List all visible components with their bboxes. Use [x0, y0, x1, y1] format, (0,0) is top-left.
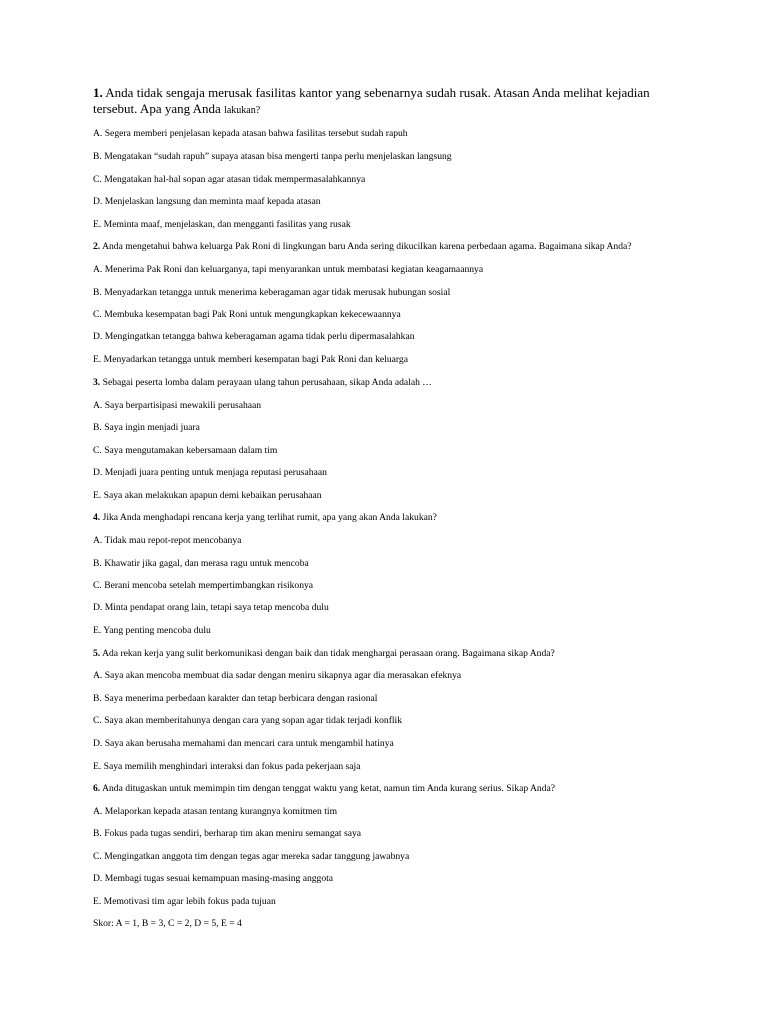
score-key: Skor: A = 1, B = 3, C = 2, D = 5, E = 4: [93, 918, 242, 929]
option-4d: D. Minta pendapat orang lain, tetapi saya tetap mencoba dulu: [93, 602, 329, 613]
question-body: Anda tidak sengaja merusak fasilitas kantor yang sebenarnya sudah rusak. Atasan Anda melihat kejadian tersebut. Apa yang Anda: [93, 85, 650, 116]
question-number: 6.: [93, 783, 101, 794]
question-4-text: [93, 512, 437, 524]
question-5-text: [93, 648, 555, 660]
question-number: 1.: [93, 85, 103, 100]
question-body: Anda ditugaskan untuk memimpin tim dengan tenggat waktu yang ketat, namun tim Anda kurang serius. Sikap Anda?: [102, 783, 556, 794]
question-2-text: [93, 241, 632, 253]
option-2c: C. Membuka kesempatan bagi Pak Roni untuk mengungkapkan kekecewaannya: [93, 309, 401, 320]
option-1e: E. Meminta maaf, menjelaskan, dan mengganti fasilitas yang rusak: [93, 219, 351, 230]
option-3c: C. Saya mengutamakan kebersamaan dalam tim: [93, 445, 278, 456]
option-2a: A. Menerima Pak Roni dan keluarganya, tapi menyarankan untuk membatasi kegiatan keagamaannya: [93, 264, 484, 275]
option-1d: D. Menjelaskan langsung dan meminta maaf kepada atasan: [93, 196, 321, 207]
option-6c: C. Mengingatkan anggota tim dengan tegas agar mereka sadar tanggung jawabnya: [93, 851, 410, 862]
option-1a: A. Segera memberi penjelasan kepada atasan bahwa fasilitas tersebut sudah rapuh: [93, 128, 408, 139]
question-number: 2.: [93, 241, 101, 252]
question-number: 3.: [93, 377, 101, 388]
option-2e: E. Menyadarkan tetangga untuk memberi kesempatan bagi Pak Roni dan keluarga: [93, 354, 408, 365]
option-3e: E. Saya akan melakukan apapun demi kebaikan perusahaan: [93, 490, 322, 501]
option-4c: C. Berani mencoba setelah mempertimbangkan risikonya: [93, 580, 314, 591]
option-2d: D. Mengingatkan tetangga bahwa keberagaman agama tidak perlu dipermasalahkan: [93, 331, 415, 342]
question-body: Anda mengetahui bahwa keluarga Pak Roni di lingkungan baru Anda sering dikucilkan karena perbedaan agama. Bagaimana sikap Anda?: [102, 241, 632, 252]
option-4e: E. Yang penting mencoba dulu: [93, 625, 211, 636]
question-body: Jika Anda menghadapi rencana kerja yang terlihat rumit, apa yang akan Anda lakukan?: [102, 512, 437, 523]
option-3a: A. Saya berpartisipasi mewakili perusahaan: [93, 400, 262, 411]
question-number: 5.: [93, 648, 101, 659]
option-6e: E. Memotivasi tim agar lebih fokus pada tujuan: [93, 896, 276, 907]
option-3b: B. Saya ingin menjadi juara: [93, 422, 200, 433]
option-5c: C. Saya akan memberitahunya dengan cara yang sopan agar tidak terjadi konflik: [93, 715, 403, 726]
option-2b: B. Menyadarkan tetangga untuk menerima keberagaman agar tidak merusak hubungan sosial: [93, 287, 451, 298]
option-5d: D. Saya akan berusaha memahami dan mencari cara untuk mengambil hatinya: [93, 738, 394, 749]
option-6b: B. Fokus pada tugas sendiri, berharap tim akan meniru semangat saya: [93, 828, 362, 839]
option-5e: E. Saya memilih menghindari interaksi dan fokus pada pekerjaan saja: [93, 761, 361, 772]
option-5b: B. Saya menerima perbedaan karakter dan tetap berbicara dengan rasional: [93, 693, 378, 704]
option-3d: D. Menjadi juara penting untuk menjaga reputasi perusahaan: [93, 467, 327, 478]
option-4b: B. Khawatir jika gagal, dan merasa ragu untuk mencoba: [93, 558, 309, 569]
question-number: 4.: [93, 512, 101, 523]
option-4a: A. Tidak mau repot-repot mencobanya: [93, 535, 242, 546]
question-1-text: [93, 85, 693, 119]
option-5a: A. Saya akan mencoba membuat dia sadar dengan meniru sikapnya agar dia merasakan efeknya: [93, 670, 462, 681]
question-body: Ada rekan kerja yang sulit berkomunikasi dengan baik dan tidak menghargai perasaan orang. Bagaimana sikap Anda?: [102, 648, 555, 659]
question-body-tail: lakukan?: [224, 105, 261, 116]
option-6a: A. Melaporkan kepada atasan tentang kurangnya komitmen tim: [93, 806, 338, 817]
question-body: Sebagai peserta lomba dalam perayaan ulang tahun perusahaan, sikap Anda adalah …: [102, 377, 432, 388]
option-6d: D. Membagi tugas sesuai kemampuan masing-masing anggota: [93, 873, 334, 884]
option-1c: C. Mengatakan hal-hal sopan agar atasan tidak mempermasalahkannya: [93, 174, 366, 185]
question-3-text: [93, 377, 432, 389]
option-1b: B. Mengatakan “sudah rapuh” supaya atasan bisa mengerti tanpa perlu menjelaskan langsung: [93, 151, 452, 162]
question-6-text: [93, 783, 555, 795]
